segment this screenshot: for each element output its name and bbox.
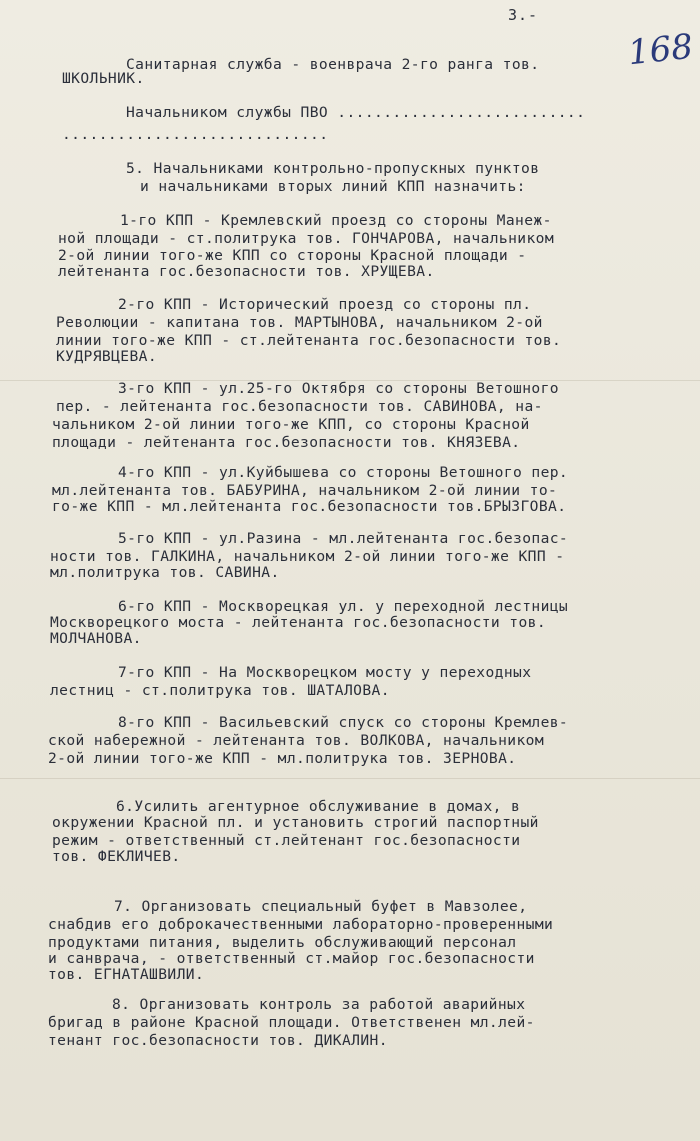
text-line: 2-ой линии того-же КПП - мл.политрука тов. ЗЕРНОВА. — [48, 750, 517, 767]
text-line: ной площади - ст.политрука тов. ГОНЧАРОВА, начальником — [58, 230, 555, 247]
text-line: 4-го КПП - ул.Куйбышева со стороны Ветошного пер. — [118, 464, 569, 481]
text-line: режим - ответственный ст.лейтенант гос.безопасности — [52, 832, 521, 849]
text-line: и санврача, - ответственный ст.майор гос.безопасности — [48, 950, 535, 967]
text-line: го-же КПП - мл.лейтенанта гос.безопасности тов.БРЫЗГОВА. — [52, 498, 567, 515]
text-line: 1-го КПП - Кремлевский проезд со стороны Манеж- — [120, 212, 552, 229]
text-line: ности тов. ГАЛКИНА, начальником 2-ой линии того-же КПП - — [50, 548, 565, 565]
text-line: 2-го КПП - Исторический проезд со стороны пл. — [118, 296, 532, 313]
text-line: КУДРЯВЦЕВА. — [56, 348, 158, 365]
text-line: Революции - капитана тов. МАРТЫНОВА, начальником 2-ой — [56, 314, 543, 331]
text-line: тов. ЕГНАТАШВИЛИ. — [48, 966, 205, 983]
text-line: лейтенанта гос.безопасности тов. ХРУЩЕВА. — [58, 263, 435, 280]
text-line: 3-го КПП - ул.25-го Октября со стороны Ветошного — [118, 380, 559, 397]
text-line: ской набережной - лейтенанта тов. ВОЛКОВА, начальником — [48, 732, 545, 749]
text-line: 7. Организовать специальный буфет в Мавзолее, — [114, 898, 528, 915]
paper-fold — [0, 778, 700, 779]
text-line: бригад в районе Красной площади. Ответственен мл.лей- — [48, 1014, 535, 1031]
text-line: линии того-же КПП - ст.лейтенанта гос.безопасности тов. — [56, 332, 562, 349]
text-line: тенант гос.безопасности тов. ДИКАЛИН. — [48, 1032, 388, 1049]
text-line: чальником 2-ой линии того-же КПП, со стороны Красной — [52, 416, 530, 433]
text-line: 2-ой линии того-же КПП со стороны Красной площади - — [58, 247, 527, 264]
handwritten-folio-number: 168 — [626, 26, 695, 74]
text-line: лестниц - ст.политрука тов. ШАТАЛОВА. — [50, 682, 390, 699]
text-line: мл.политрука тов. САВИНА. — [50, 564, 280, 581]
text-line: Санитарная служба - военврача 2-го ранга тов. — [126, 56, 540, 73]
text-line: 8. Организовать контроль за работой аварийных — [112, 996, 526, 1013]
text-line: ШКОЛЬНИК. — [62, 70, 145, 87]
text-line: 5. Начальниками контрольно-пропускных пунктов — [126, 160, 540, 177]
text-line: 7-го КПП - На Москворецком мосту у переходных — [118, 664, 532, 681]
text-line: МОЛЧАНОВА. — [50, 630, 142, 647]
text-line: ............................. — [62, 126, 329, 143]
text-line: снабдив его доброкачественными лабораторно-проверенными — [48, 916, 554, 933]
text-line: тов. ФЕКЛИЧЕВ. — [52, 848, 181, 865]
text-line: продуктами питания, выделить обслуживающий персонал — [48, 934, 517, 951]
text-line: 6.Усилить агентурное обслуживание в домах, в — [116, 798, 521, 815]
text-line: окружении Красной пл. и установить строгий паспортный — [52, 814, 539, 831]
page-number: 3.- — [508, 6, 539, 24]
text-line: Начальником службы ПВО ........................... — [126, 104, 586, 121]
text-line: Москворецкого моста - лейтенанта гос.безопасности тов. — [50, 614, 547, 631]
text-line: площади - лейтенанта гос.безопасности тов. КНЯЗЕВА. — [52, 434, 521, 451]
text-line: пер. - лейтенанта гос.безопасности тов. САВИНОВА, на- — [56, 398, 543, 415]
text-line: мл.лейтенанта тов. БАБУРИНА, начальником 2-ой линии то- — [52, 482, 558, 499]
text-line: 6-го КПП - Москворецкая ул. у переходной лестницы — [118, 598, 569, 615]
text-line: 5-го КПП - ул.Разина - мл.лейтенанта гос.безопас- — [118, 530, 569, 547]
text-line: и начальниками вторых линий КПП назначить: — [140, 178, 526, 195]
text-line: 8-го КПП - Васильевский спуск со стороны Кремлев- — [118, 714, 569, 731]
